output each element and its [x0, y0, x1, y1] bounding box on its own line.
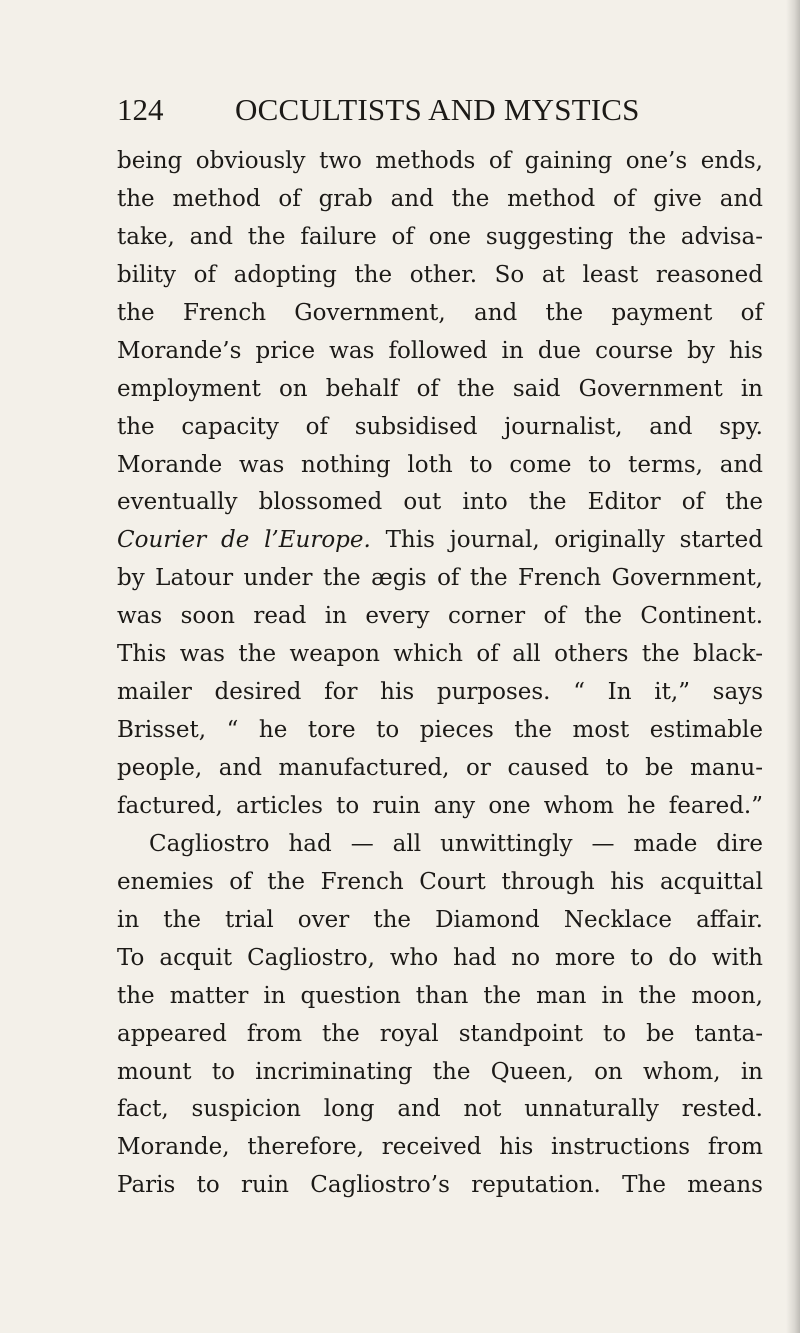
text-line-remainder: This journal, originally started [385, 527, 764, 554]
text-line: mount to incriminating the Queen, on whom, in [117, 1058, 763, 1085]
text-line: appeared from the royal standpoint to be tanta- [117, 1020, 763, 1047]
text-line: This was the weapon which of all others the black- [117, 641, 763, 668]
text-line: the French Government, and the payment of [117, 299, 763, 326]
text-line: To acquit Cagliostro, who had no more to do with [117, 944, 763, 971]
text-line-with-title [117, 522, 763, 560]
journal-title: Courier de l’Europe. [117, 527, 371, 554]
text-line: eventually blossomed out into the Editor of the [117, 489, 763, 516]
text-line: being obviously two methods of gaining one’s ends, [117, 148, 763, 174]
page-number: 124 [117, 92, 164, 127]
text-line: Morande’s price was followed in due course by his [117, 337, 763, 364]
text-line: the capacity of subsidised journalist, and spy. [117, 413, 763, 440]
text-line: people, and manufactured, or caused to be manu- [117, 755, 763, 781]
text-line: Brisset, “ he tore to pieces the most estimable [117, 717, 763, 744]
text-line: enemies of the French Court through his acquittal [117, 868, 763, 895]
text-line: fact, suspicion long and not unnaturally rested. [117, 1096, 763, 1123]
text-line: factured, articles to ruin any one whom he feared.” [117, 792, 763, 819]
text-line: in the trial over the Diamond Necklace affair. [117, 906, 763, 933]
text-line-paragraph-start: Cagliostro had — all unwittingly — made dire [149, 830, 763, 857]
text-line: by Latour under the ægis of the French Government, [117, 565, 763, 592]
text-line: bility of adopting the other. So at least reasoned [117, 261, 763, 288]
text-line: mailer desired for his purposes. “ In it,” says [117, 679, 763, 706]
text-line: the matter in question than the man in the moon, [117, 982, 763, 1009]
text-line: Morande was nothing loth to come to terms, and [117, 451, 763, 478]
page-header [117, 92, 717, 132]
text-line: take, and the failure of one suggesting the advisa- [117, 223, 763, 250]
text-line: the method of grab and the method of give and [117, 185, 763, 212]
text-line: Morande, therefore, received his instructions from [117, 1134, 763, 1161]
text-line: was soon read in every corner of the Continent. [117, 603, 763, 630]
text-line: employment on behalf of the said Government in [117, 375, 763, 402]
running-head: OCCULTISTS AND MYSTICS [235, 92, 640, 127]
text-line: Paris to ruin Cagliostro’s reputation. The means [117, 1172, 763, 1199]
page-edge-shadow [786, 0, 800, 1333]
body-text [117, 143, 763, 1205]
